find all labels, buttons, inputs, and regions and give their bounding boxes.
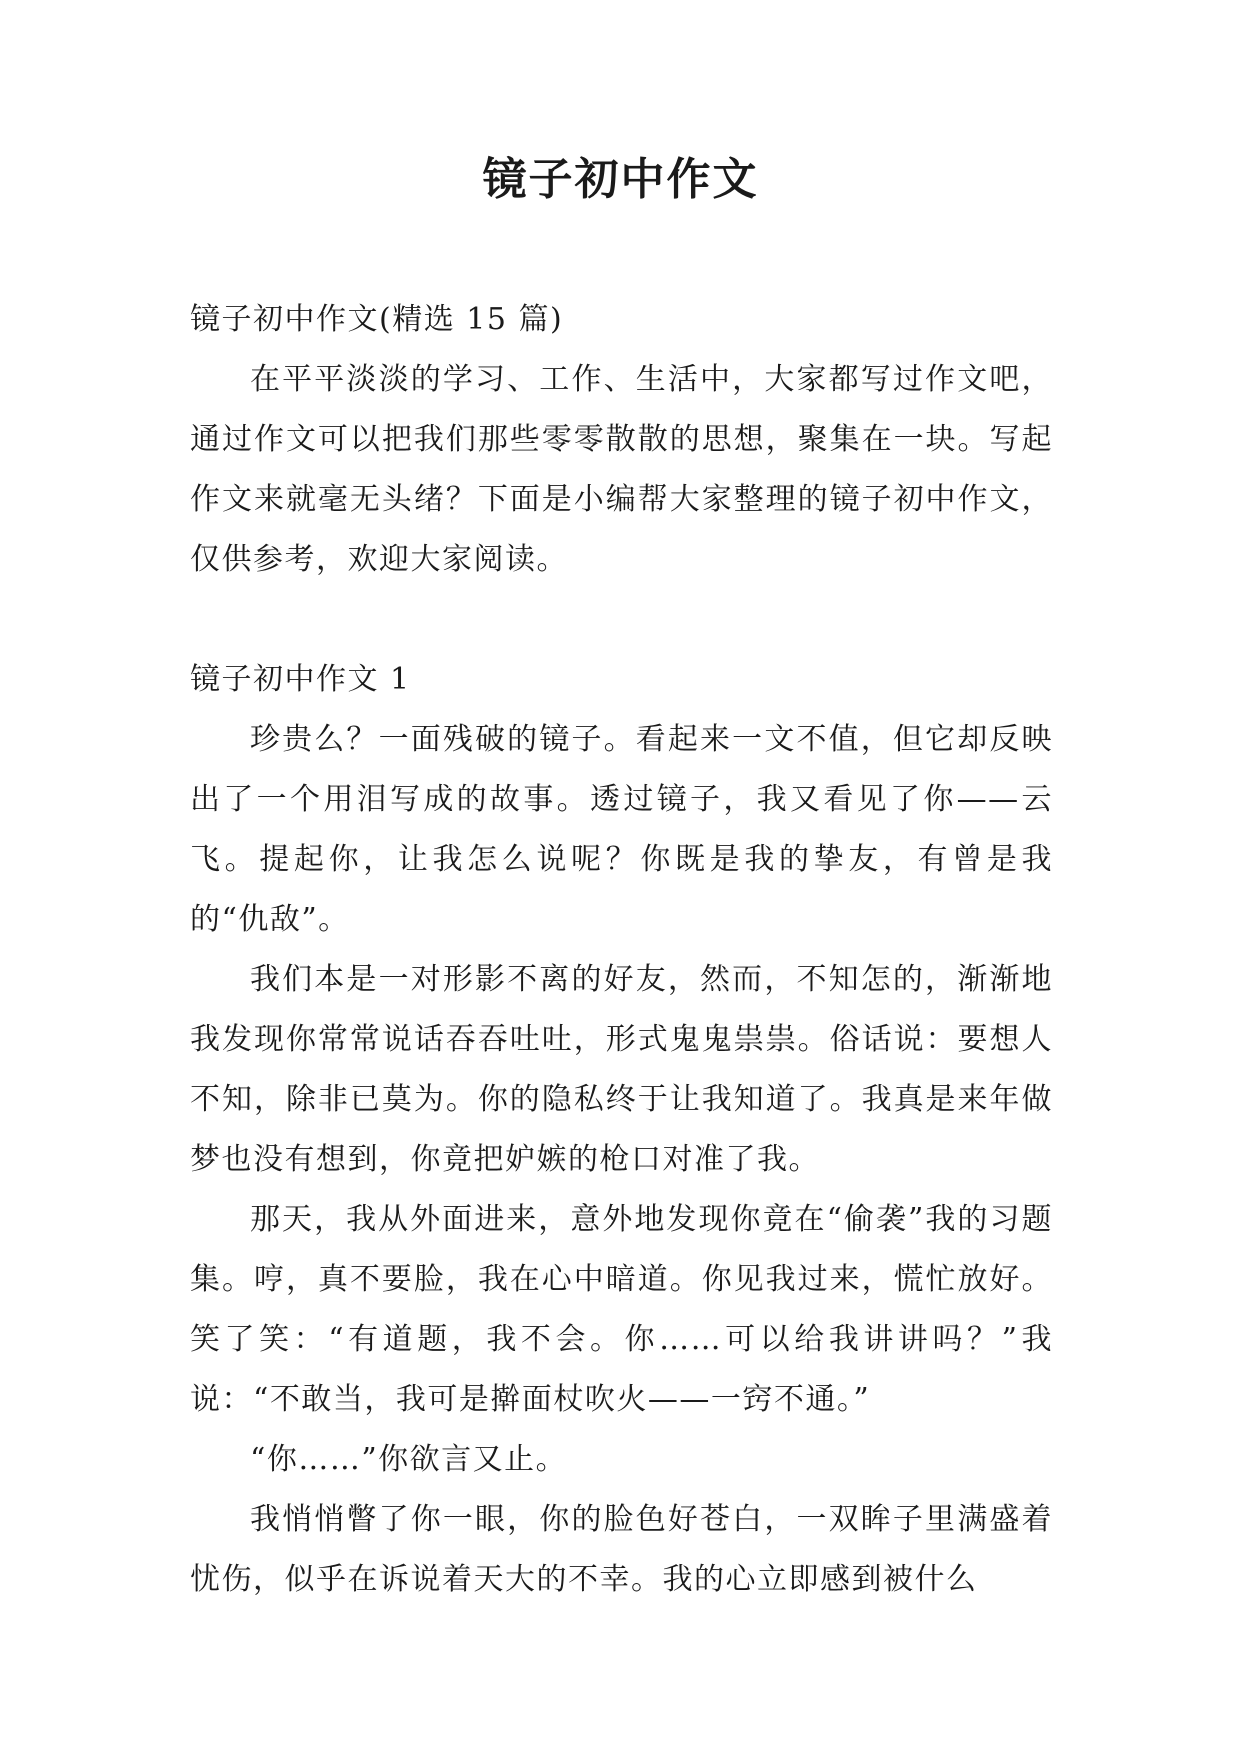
- body-paragraph: 我悄悄瞥了你一眼，你的脸色好苍白，一双眸子里满盛着忧伤，似乎在诉说着天大的不幸。我的心立即感到被什么: [190, 1502, 1053, 1597]
- body-paragraph: 我们本是一对形影不离的好友，然而，不知怎的，渐渐地我发现你常常说话吞吞吐吐，形式鬼鬼祟祟。俗话说：要想人不知，除非已莫为。你的隐私终于让我知道了。我真是来年做梦也没有想到，你竟把妒嫉的枪口对准了我。: [190, 962, 1053, 1177]
- document-title: 镜子初中作文: [482, 154, 759, 205]
- body-paragraph: 那天，我从外面进来，意外地发现你竟在“偷袭”我的习题集。哼，真不要脸，我在心中暗道。你见我过来，慌忙放好。笑了笑：“有道题，我不会。你……可以给我讲讲吗？”我说：“不敢当，我可是擀面杖吹火——一窍不通。”: [190, 1202, 1053, 1417]
- body-paragraph: 珍贵么？一面残破的镜子。看起来一文不值，但它却反映出了一个用泪写成的故事。透过镜子，我又看见了你——云飞。提起你，让我怎么说呢？你既是我的挚友，有曾是我的“仇敌”。: [190, 722, 1053, 937]
- intro-paragraph: 在平平淡淡的学习、工作、生活中，大家都写过作文吧，通过作文可以把我们那些零零散散的思想，聚集在一块。写起作文来就毫无头绪？下面是小编帮大家整理的镜子初中作文，仅供参考，欢迎大家阅读。: [190, 362, 1053, 577]
- document-body: [190, 290, 1053, 1610]
- body-paragraph: “你……”你欲言又止。: [250, 1442, 568, 1477]
- document-subtitle: 镜子初中作文(精选 15 篇): [190, 302, 564, 337]
- section-heading: 镜子初中作文 1: [190, 662, 411, 697]
- section-spacer: [190, 590, 1053, 650]
